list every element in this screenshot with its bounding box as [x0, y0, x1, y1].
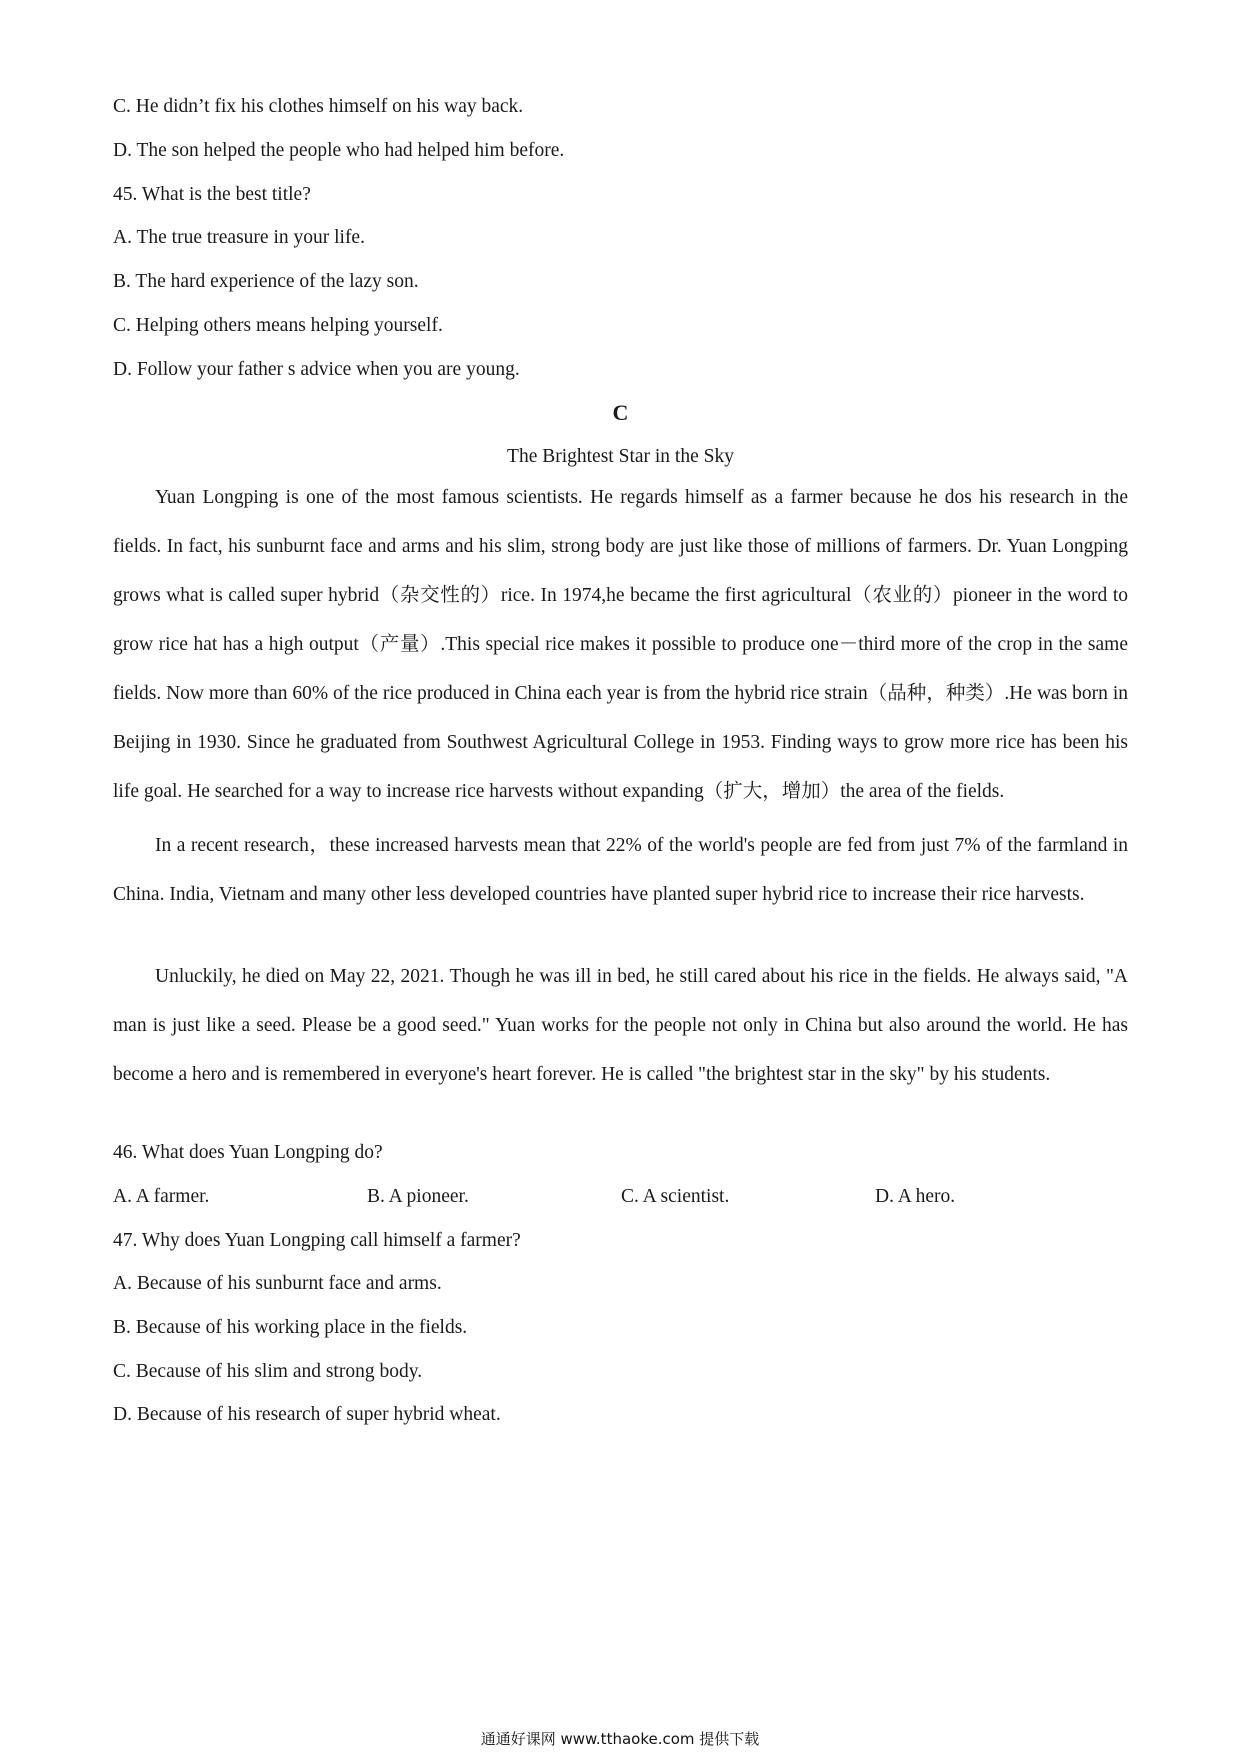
question-46: 46. What does Yuan Longping do? [113, 1142, 383, 1163]
section-letter: C [612, 400, 629, 425]
question-47: 47. Why does Yuan Longping call himself a farmer? [113, 1230, 521, 1251]
option-c: C. He didn’t fix his clothes himself on his way back. [113, 96, 524, 117]
passage-paragraph-3: Unluckily, he died on May 22, 2021. Though he was ill in bed, he still cared about his rice in the fields. He always said, "A man is just like a seed. Please be a good seed." Yuan works for the people not only in China but also around the world. He has become a hero and is remembered in everyone's heart forever. He is called "the brightest star in the sky" by his students. [113, 966, 1128, 1085]
question-45: 45. What is the best title? [113, 184, 311, 205]
footer-watermark: 通通好课网 www.tthaoke.com 提供下载 [480, 1730, 760, 1748]
passage-paragraph-2: In a recent research，these increased harvests mean that 22% of the world's people are fed from just 7% of the farmland in China. India, Vietnam and many other less developed countries have planted super hybrid rice to increase their rice harvests. [113, 835, 1128, 905]
q47-option-b: B. Because of his working place in the fields. [113, 1317, 468, 1338]
option-d: D. The son helped the people who had helped him before. [113, 140, 565, 161]
q47-option-a: A. Because of his sunburnt face and arms. [113, 1273, 442, 1294]
q45-option-b: B. The hard experience of the lazy son. [113, 271, 419, 292]
q47-option-c: C. Because of his slim and strong body. [113, 1361, 423, 1382]
q47-option-d: D. Because of his research of super hybrid wheat. [113, 1404, 501, 1425]
q46-option-c: C. A scientist. [621, 1186, 730, 1207]
q45-option-d: D. Follow your father s advice when you are young. [113, 359, 520, 380]
q45-option-c: C. Helping others means helping yourself. [113, 315, 443, 336]
q46-option-d: D. A hero. [875, 1186, 956, 1207]
q45-option-a: A. The true treasure in your life. [113, 227, 365, 248]
q46-option-b: B. A pioneer. [367, 1186, 469, 1207]
passage-title: The Brightest Star in the Sky [507, 446, 734, 467]
q46-option-a: A. A farmer. [113, 1186, 210, 1207]
passage-paragraph-1: Yuan Longping is one of the most famous scientists. He regards himself as a farmer because he dos his research in the fields. In fact, his sunburnt face and arms and his slim, strong body are just like those of millions of farmers. Dr. Yuan Longping grows what is called super hybrid（杂交性的）rice. In 1974,he became the first agricultural（农业的）pioneer in the word to grow rice hat has a high output（产量）.This special rice makes it possible to produce one－third more of the crop in the same fields. Now more than 60% of the rice produced in China each year is from the hybrid rice strain（品种，种类）.He was born in Beijing in 1930. Since he graduated from Southwest Agricultural College in 1953. Finding ways to grow more rice has been his life goal. He searched for a way to increase rice harvests without expanding（扩大，增加）the area of the fields. [113, 487, 1128, 802]
